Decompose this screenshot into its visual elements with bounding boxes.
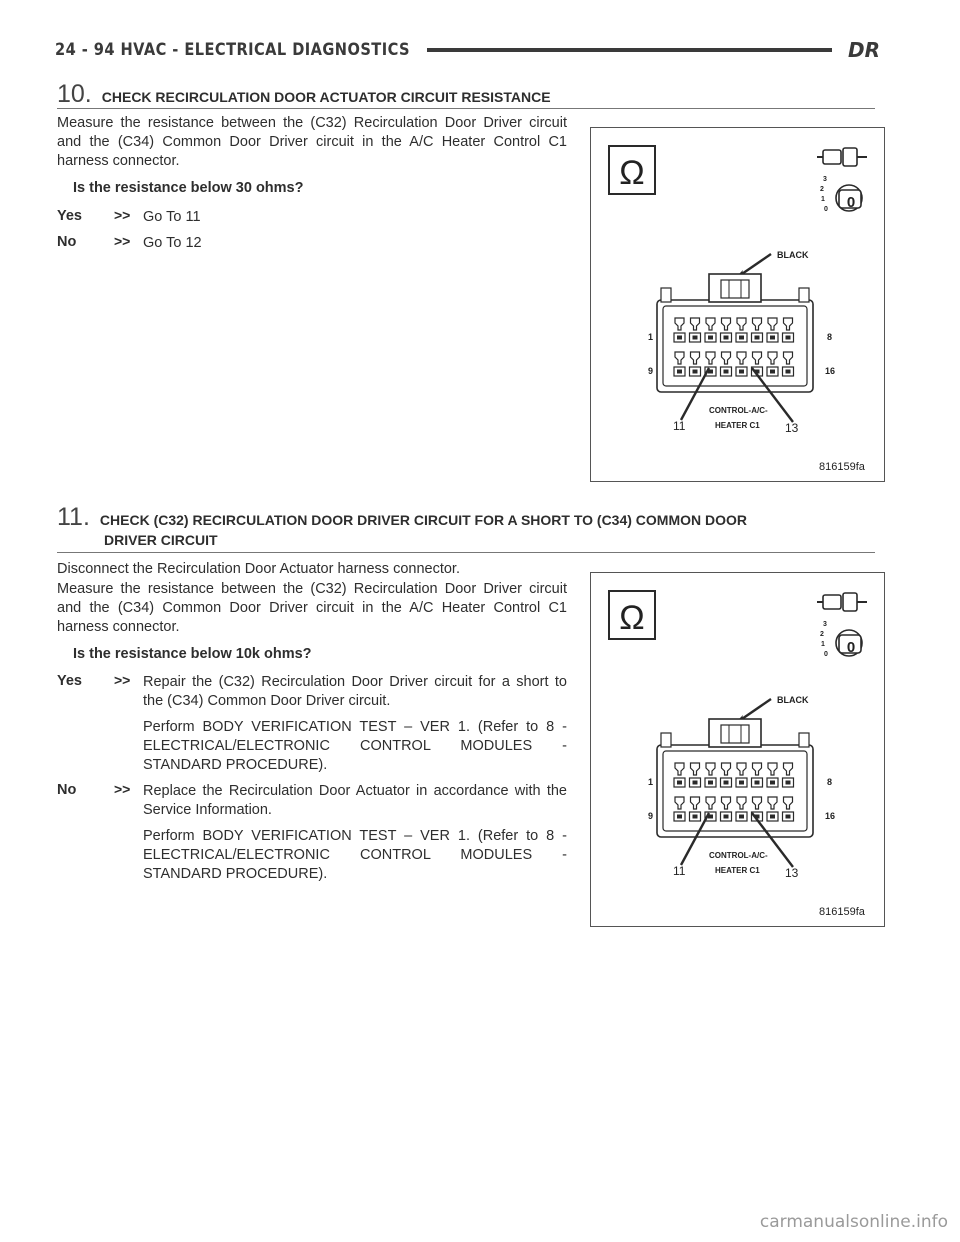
ohm-icon: Ω <box>619 599 645 637</box>
page-header-title: 24 - 94 HVAC - ELECTRICAL DIAGNOSTICS <box>55 40 410 60</box>
pin-label: 1 <box>648 777 654 787</box>
terminal-cavity <box>770 370 775 374</box>
terminal-cavity <box>693 781 698 785</box>
answer-arrow: >> <box>114 233 131 249</box>
step-11-instruction-1: Disconnect the Recirculation Door Actuator harness connector. <box>57 561 460 577</box>
terminal-cavity <box>724 781 729 785</box>
answer-line: Perform BODY VERIFICATION TEST – VER 1. (Refer to 8 - ELECTRICAL/ELECTRONIC CONTROL MODULES - STANDARD PROCEDURE). <box>143 719 567 773</box>
connector-clip <box>661 733 671 747</box>
pin-label: 8 <box>827 332 833 342</box>
dial-readout: 0 <box>846 639 856 656</box>
step-10-heading <box>57 80 551 109</box>
step-title: CHECK (C32) RECIRCULATION DOOR DRIVER CIRCUIT FOR A SHORT TO (C34) COMMON DOOR <box>99 512 748 528</box>
answer-no-label: No <box>57 234 77 250</box>
terminal-cavity <box>786 815 791 819</box>
dial-mark: 1 <box>821 641 825 648</box>
terminal-cavity <box>770 781 775 785</box>
terminal-cavity <box>693 815 698 819</box>
pin-label: 1 <box>648 332 654 342</box>
step-number: 11. <box>57 503 90 531</box>
terminal-cavity <box>786 336 791 340</box>
step-title-continued: DRIVER CIRCUIT <box>104 532 218 548</box>
step-10-question: Is the resistance below 30 ohms? <box>73 180 304 196</box>
step-10-instruction: Measure the resistance between the (C32) Recirculation Door Driver circuit and the (C34) Common Door Driver circuit in the A/C Heater Control C1 harness connector. <box>57 115 567 169</box>
answer-line: Go To 12 <box>143 235 202 251</box>
answer-line: Replace the Recirculation Door Actuator in accordance with the Service Information. <box>143 783 567 818</box>
connector-diagram <box>591 128 884 481</box>
terminal-cavity <box>677 336 682 340</box>
probe-icon <box>823 595 841 609</box>
probe-label: 13 <box>785 866 799 880</box>
dial-readout: 0 <box>846 194 856 211</box>
terminal-cavity <box>693 370 698 374</box>
terminal-cavity <box>677 370 682 374</box>
terminal-cavity <box>770 336 775 340</box>
ohm-icon: Ω <box>619 154 645 192</box>
step-title: CHECK RECIRCULATION DOOR ACTUATOR CIRCUIT RESISTANCE <box>101 89 551 105</box>
step-11-heading <box>57 503 747 532</box>
answer-arrow: >> <box>114 672 131 688</box>
step-rule <box>57 108 875 109</box>
step-rule <box>57 552 875 553</box>
probe-label: 13 <box>785 421 799 435</box>
pin-label: 9 <box>648 811 654 821</box>
answer-yes-text[interactable] <box>143 673 567 782</box>
terminal-cavity <box>677 781 682 785</box>
dial-mark: 0 <box>824 206 828 213</box>
answer-yes-label: Yes <box>57 208 82 224</box>
leader-line <box>739 254 771 276</box>
pin-label: 16 <box>825 366 836 376</box>
answer-line: Repair the (C32) Recirculation Door Driver circuit for a short to the (C34) Common Door Driver circuit. <box>143 674 567 709</box>
answer-arrow: >> <box>114 207 131 223</box>
answer-line: Go To 11 <box>143 209 201 225</box>
terminal-cavity <box>724 815 729 819</box>
connector-clip <box>661 288 671 302</box>
step-11-instruction-2: Measure the resistance between the (C32) Recirculation Door Driver circuit and the (C34) Common Door Driver circuit in the A/C Heater Control C1 harness connector. <box>57 581 567 635</box>
answer-no-text[interactable] <box>143 782 567 891</box>
dial-mark: 2 <box>820 186 824 193</box>
page-header <box>55 38 880 62</box>
probe-label: 11 <box>673 419 686 433</box>
terminal-cavity <box>755 781 760 785</box>
connector-figure <box>590 572 885 927</box>
answer-no-label: No <box>57 782 77 798</box>
terminal-cavity <box>677 815 682 819</box>
terminal-cavity <box>739 781 744 785</box>
pin-label: 16 <box>825 811 836 821</box>
pin-label: 8 <box>827 777 833 787</box>
figure-id: 816159fa <box>819 906 865 918</box>
terminal-cavity <box>739 336 744 340</box>
watermark: carmanualsonline.info <box>759 1212 948 1232</box>
step-number: 10. <box>57 80 92 108</box>
dial-mark: 1 <box>821 196 825 203</box>
terminal-cavity <box>708 781 713 785</box>
connector-latch <box>721 725 749 743</box>
wire-color-label: BLACK <box>777 250 809 260</box>
connector-clip <box>799 733 809 747</box>
connector-name: HEATER C1 <box>715 421 760 430</box>
probe-icon <box>843 148 857 166</box>
terminal-cavity <box>739 815 744 819</box>
wire-color-label: BLACK <box>777 695 809 705</box>
connector-name: CONTROL-A/C- <box>709 406 768 415</box>
probe-icon <box>823 150 841 164</box>
header-rule <box>427 48 832 52</box>
answer-arrow: >> <box>114 781 131 797</box>
dial-mark: 3 <box>823 621 827 628</box>
terminal-cavity <box>724 370 729 374</box>
answer-yes-label: Yes <box>57 673 82 689</box>
terminal-cavity <box>755 336 760 340</box>
terminal-cavity <box>693 336 698 340</box>
dial-mark: 0 <box>824 651 828 658</box>
terminal-cavity <box>786 370 791 374</box>
terminal-cavity <box>724 336 729 340</box>
manual-code: DR <box>847 38 880 62</box>
step-11-question: Is the resistance below 10k ohms? <box>73 646 312 662</box>
connector-name: HEATER C1 <box>715 866 760 875</box>
connector-name: CONTROL-A/C- <box>709 851 768 860</box>
answer-yes-text[interactable] <box>143 208 567 234</box>
answer-line: Perform BODY VERIFICATION TEST – VER 1. (Refer to 8 - ELECTRICAL/ELECTRONIC CONTROL MODULES - STANDARD PROCEDURE). <box>143 828 567 882</box>
terminal-cavity <box>786 781 791 785</box>
terminal-cavity <box>739 370 744 374</box>
connector-figure <box>590 127 885 482</box>
pin-label: 9 <box>648 366 654 376</box>
terminal-cavity <box>770 815 775 819</box>
answer-no-text[interactable] <box>143 234 567 260</box>
dial-mark: 3 <box>823 176 827 183</box>
connector-clip <box>799 288 809 302</box>
connector-diagram <box>591 573 884 926</box>
probe-icon <box>843 593 857 611</box>
terminal-cavity <box>708 336 713 340</box>
figure-id: 816159fa <box>819 461 865 473</box>
connector-latch <box>721 280 749 298</box>
probe-label: 11 <box>673 864 686 878</box>
dial-mark: 2 <box>820 631 824 638</box>
leader-line <box>739 699 771 721</box>
